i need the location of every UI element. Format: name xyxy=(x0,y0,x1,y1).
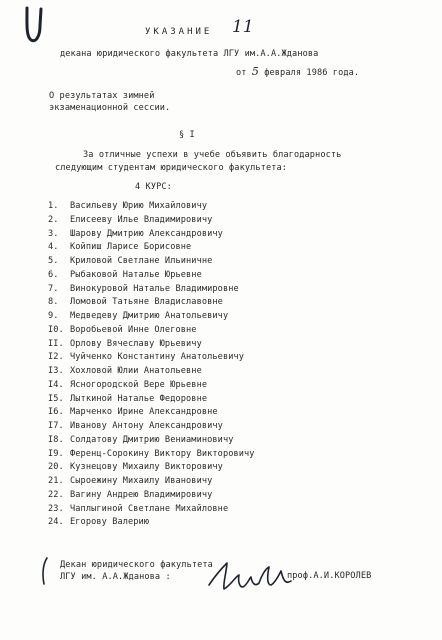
student-row xyxy=(48,242,191,252)
section-mark: § I xyxy=(179,130,195,140)
student-row xyxy=(48,435,234,445)
student-row xyxy=(48,394,207,404)
student-number: I8. xyxy=(48,434,64,445)
student-name: Лыткиной Наталье Федоровне xyxy=(70,393,208,404)
student-row xyxy=(48,297,223,307)
footer-signatory: проф.А.И.КОРОЛЕВ xyxy=(287,571,372,581)
student-name: Вагину Андрею Владимировичу xyxy=(70,489,213,500)
footer-position-line-1: Декан юридического факультета xyxy=(60,560,213,570)
student-number: II. xyxy=(48,338,64,349)
student-row xyxy=(48,476,212,486)
student-row xyxy=(48,462,223,472)
handwritten-bracket xyxy=(40,556,50,586)
student-name: Медведеву Дмитрию Анатольевичу xyxy=(70,311,229,321)
student-number: 3. xyxy=(48,228,59,239)
student-name: Криловой Светлане Ильиничне xyxy=(70,256,213,266)
student-number: I2. xyxy=(48,352,64,363)
student-row xyxy=(48,311,228,321)
student-number: 4. xyxy=(48,242,59,253)
student-row xyxy=(48,215,212,225)
student-name: Рыбаковой Наталье Юрьевне xyxy=(70,269,202,280)
student-name: Егорову Валерию xyxy=(70,517,150,528)
student-row xyxy=(48,380,207,390)
student-number: 2. xyxy=(48,214,59,225)
student-name: Солдатову Дмитрию Вениаминовичу xyxy=(70,434,234,445)
student-name: Кузнецову Михаилу Викторовичу xyxy=(70,462,223,473)
subject-line-2: экзаменационной сессии. xyxy=(49,103,171,113)
student-name: Ясногородской Вере Юрьевне xyxy=(70,379,208,390)
student-number: 5. xyxy=(48,256,59,266)
student-row xyxy=(48,517,149,527)
student-name: Ломовой Татьяне Владиславовне xyxy=(70,297,223,308)
student-number: I3. xyxy=(48,366,64,376)
student-row xyxy=(48,366,202,376)
student-number: I4. xyxy=(48,379,64,390)
student-number: I0. xyxy=(48,324,64,335)
student-number: 6. xyxy=(48,269,59,280)
student-name: Койпиш Ларисе Борисовне xyxy=(70,242,192,253)
student-name: Сыроежину Михаилу Ивановичу xyxy=(70,476,213,486)
student-name: Шарову Дмитрию Александровичу xyxy=(70,228,223,239)
student-row xyxy=(48,449,255,459)
date-prefix: от xyxy=(236,68,247,78)
student-name: Елисееву Илье Владимировичу xyxy=(70,214,213,225)
student-name: Васильеву Юрию Михайловичу xyxy=(70,201,208,211)
date-day-handwritten: 5 xyxy=(251,65,259,78)
student-name: Иванову Антону Александровичу xyxy=(70,421,223,431)
student-name: Винокуровой Наталье Владимировне xyxy=(70,283,239,294)
student-name: Чуйченко Константину Анатольевичу xyxy=(70,352,245,363)
student-number: 8. xyxy=(48,297,59,308)
student-row xyxy=(48,270,202,280)
student-number: 7. xyxy=(48,283,59,294)
student-row xyxy=(48,421,223,431)
order-number-handwritten: 11 xyxy=(232,17,254,37)
student-row xyxy=(48,256,212,266)
student-number: 1. xyxy=(48,201,59,211)
handwritten-mark-u xyxy=(22,6,46,46)
student-number: I6. xyxy=(48,407,64,418)
student-name: Хохловой Юлии Анатольевне xyxy=(70,366,202,376)
student-row xyxy=(48,352,244,362)
document-title: УКАЗАНИЕ xyxy=(145,27,213,37)
date-rest: февраля 1986 года. xyxy=(264,68,360,78)
student-row xyxy=(48,490,212,500)
student-number: 24. xyxy=(48,517,64,528)
student-number: 9. xyxy=(48,311,59,321)
student-name: Чаплыгиной Светлане Михайловне xyxy=(70,503,229,514)
course-heading: 4 КУРС: xyxy=(135,182,172,192)
student-row xyxy=(48,229,223,239)
footer-position-line-2: ЛГУ им. А.А.Жданова : xyxy=(60,572,171,582)
signature-mark xyxy=(205,555,295,600)
issuer-line: декана юридического факультета ЛГУ им.А.А.Жданова xyxy=(60,49,319,59)
student-number: 20. xyxy=(48,462,64,473)
student-number: I9. xyxy=(48,448,64,459)
student-name: Ференц-Сорокину Виктору Викторовичу xyxy=(70,448,255,459)
date-line xyxy=(236,65,359,78)
student-row xyxy=(48,339,202,349)
student-number: I5. xyxy=(48,393,64,404)
student-row xyxy=(48,284,239,294)
student-number: 21. xyxy=(48,476,64,486)
student-name: Орлову Вячеславу Юрьевичу xyxy=(70,338,202,349)
student-row xyxy=(48,325,197,335)
student-number: 23. xyxy=(48,503,64,514)
student-row xyxy=(48,504,228,514)
section-text-2: следующим студентам юридического факультета: xyxy=(55,163,288,173)
student-row xyxy=(48,201,207,211)
student-name: Марченко Ирине Александровне xyxy=(70,407,218,418)
subject-line-1: О результатах зимней xyxy=(49,91,155,101)
student-row xyxy=(48,407,218,417)
student-number: 22. xyxy=(48,489,64,500)
student-number: I7. xyxy=(48,421,64,431)
student-name: Воробьевой Инне Олеговне xyxy=(70,324,197,335)
section-text-1: За отличные успехи в учебе объявить благодарность xyxy=(83,150,342,160)
